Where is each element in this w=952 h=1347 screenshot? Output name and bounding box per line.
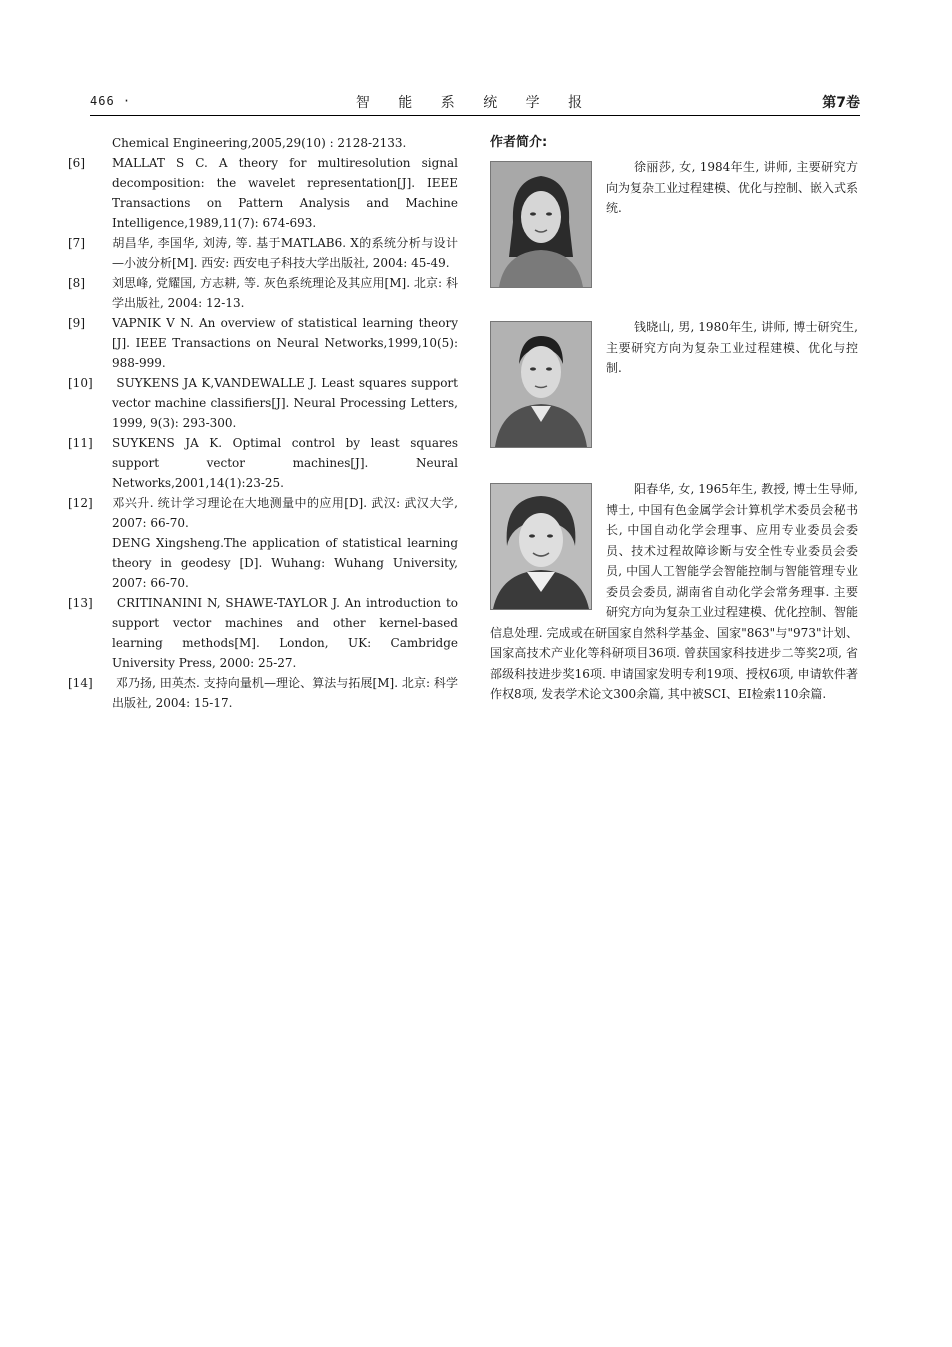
author-entry	[490, 157, 858, 292]
author-entry	[490, 317, 858, 452]
author-photo	[490, 161, 592, 288]
page-header	[90, 92, 860, 114]
author-heading: 作者简介:	[490, 135, 548, 150]
reference-item: Chemical Engineering,2005,29(10) : 2128-2133.	[112, 136, 407, 150]
reference-item: [11] SUYKENS JA K. Optimal control by least squares support vector machines[J]. Neural Networks,2001,14(1):23-25.	[68, 436, 458, 490]
reference-item: [6] MALLAT S C. A theory for multiresolution signal decomposition: the wavelet representation[J]. IEEE Transactions on Pattern Analysis and Machine Intelligence,1989,11(7): 674-693.	[68, 156, 458, 230]
header-rule	[90, 115, 860, 116]
reference-item: [12] 邓兴升. 统计学习理论在大地测量中的应用[D]. 武汉: 武汉大学, 2007: 66-70.	[68, 496, 458, 530]
reference-item: [7] 胡昌华, 李国华, 刘涛, 等. 基于MATLAB6. X的系统分析与设计—小波分析[M]. 西安: 西安电子科技大学出版社, 2004: 45-49.	[68, 236, 458, 270]
page-number: 466 ·	[90, 94, 132, 108]
reference-item-translation: DENG Xingsheng.The application of statistical learning theory in geodesy [D]. Wuhang: Wuhang University, 2007: 66-70.	[112, 536, 458, 590]
author-photo	[490, 483, 592, 610]
author-bio: 徐丽莎, 女, 1984年生, 讲师, 主要研究方向为复杂工业过程建模、优化与控制、嵌入式系统.	[606, 160, 859, 215]
reference-item: [13] CRITINANINI N, SHAWE-TAYLOR J. An introduction to support vector machines and other kernel-based learning methods[M]. London, UK: Cambridge University Press, 2000: 25-27.	[68, 596, 458, 670]
author-bio: 阳春华, 女, 1965年生, 教授, 博士生导师, 博士, 中国有色金属学会计算机学术委员会秘书长, 中国自动化学会理事、应用专业委员会委员、技术过程故障诊断与安全性专业委员会委员, 中国人工智能学会智能控制与智能管理专业委员会委员, 湖南省自动化学会常务理事. 主要研究方向为复杂工业过程建模、优化控制、智能信息处理. 完成或在研国家自然科学基金、国家"863"与"973"计划、国家高技术产业化等科研项目36项. 曾获国家科技进步二等奖2项, 省部级科技进步奖16项. 申请国家发明专利19项、授权6项, 申请软件著作权8项, 发表学术论文300余篇, 其中被SCI、EI检索110余篇.	[490, 482, 859, 701]
author-photo	[490, 321, 592, 448]
reference-item: [8] 刘思峰, 党耀国, 方志耕, 等. 灰色系统理论及其应用[M]. 北京: 科学出版社, 2004: 12-13.	[68, 276, 458, 310]
reference-item: [10] SUYKENS JA K,VANDEWALLE J. Least squares support vector machine classifiers[J]. Neural Processing Letters, 1999, 9(3): 293-300.	[68, 376, 458, 430]
reference-item: [9] VAPNIK V N. An overview of statistical learning theory [J]. IEEE Transactions on Neural Networks,1999,10(5): 988-999.	[68, 316, 458, 370]
reference-item: [14] 邓乃扬, 田英杰. 支持向量机—理论、算法与拓展[M]. 北京: 科学出版社, 2004: 15-17.	[68, 676, 458, 710]
volume-label: 第7卷	[822, 95, 860, 111]
author-bio: 钱晓山, 男, 1980年生, 讲师, 博士研究生, 主要研究方向为复杂工业过程建模、优化与控制.	[606, 320, 858, 375]
journal-title: 智 能 系 统 学 报	[355, 95, 595, 111]
reference-list	[68, 133, 458, 713]
author-entry	[490, 479, 858, 705]
author-profiles	[490, 133, 859, 701]
